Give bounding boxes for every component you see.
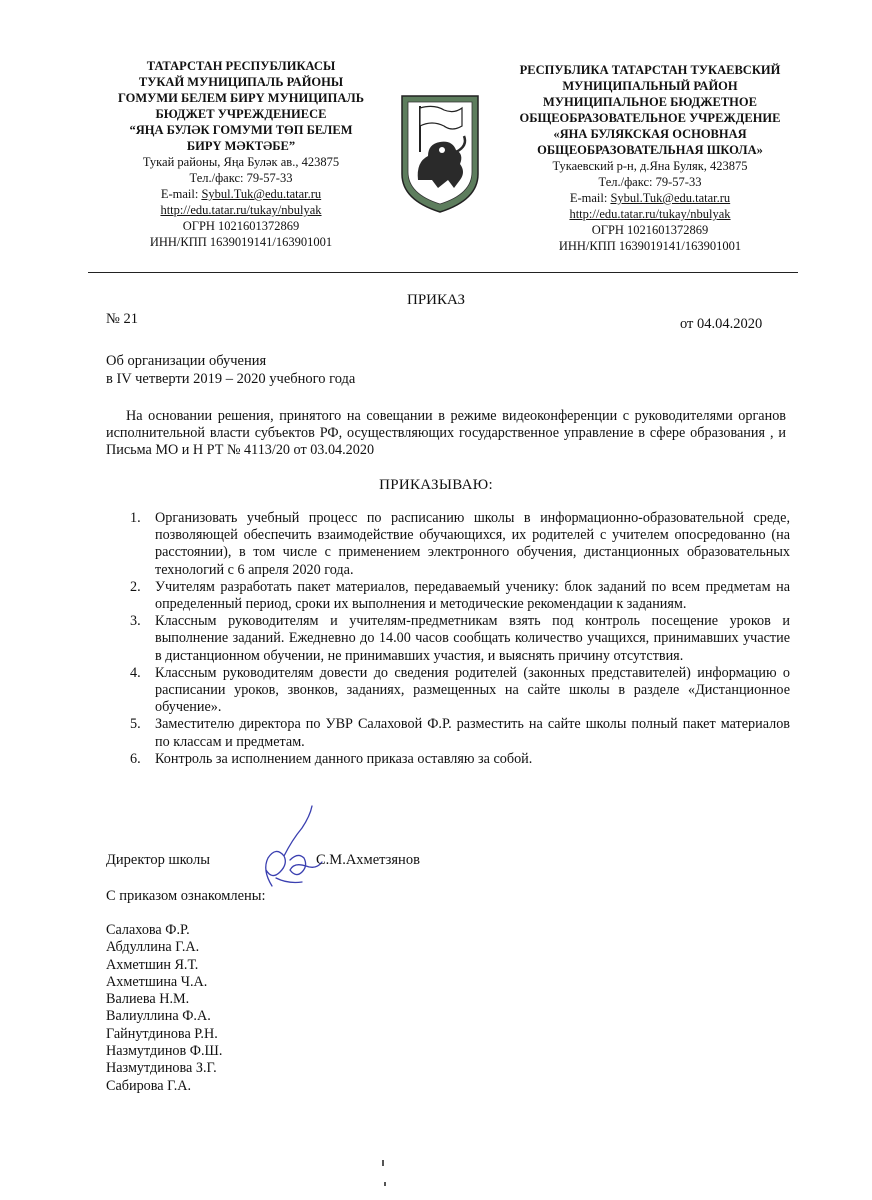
order-item bbox=[120, 579, 790, 613]
order-item-text: Классным руководителям и учителям-предметникам взять под контроль посещение уроков и выполнение заданий. Ежедневно до 14.00 часов сообщать количество учащихся, принимавших участие в дистанционном обучении, не принимавших участия, и выяснять причину отсутствия. bbox=[155, 613, 790, 664]
header-left-line: БЮДЖЕТ УЧРЕЖДЕНИЕСЕ bbox=[155, 107, 327, 121]
header-left-line: ГОМУМИ БЕЛЕМ БИРҮ МУНИЦИПАЛЬ bbox=[118, 91, 364, 105]
order-basis-paragraph: На основании решения, принятого на совещании в режиме видеоконференции с руководителями органов исполнительной власти субъектов РФ, осуществляющих государственное управление в сфере образования , и Письма МО и Н РТ № 4113/20 от 03.04.2020 bbox=[106, 408, 786, 458]
header-right-phone: Тел./факс: 79-57-33 bbox=[598, 175, 702, 189]
order-item-text: Учителям разработать пакет материалов, передаваемый ученику: блок заданий по всем предметам на определенный период, сроки их выполнения и методические рекомендации к заданиям. bbox=[155, 578, 790, 613]
header-right-email-link[interactable]: Sybul.Tuk@edu.tatar.ru bbox=[610, 191, 731, 205]
order-item bbox=[120, 665, 790, 717]
header-right-line: МУНИЦИПАЛЬНЫЙ РАЙОН bbox=[562, 79, 738, 93]
order-subject bbox=[106, 352, 355, 388]
header-left-email-line bbox=[96, 186, 386, 202]
list-item: Салахова Ф.Р. bbox=[106, 922, 190, 938]
order-item-number: 1. bbox=[130, 510, 141, 526]
header-right-line: ОБЩЕОБРАЗОВАТЕЛЬНАЯ ШКОЛА» bbox=[537, 143, 763, 157]
order-item-text: Контроль за исполнением данного приказа оставляю за собой. bbox=[155, 750, 533, 767]
header-right-line: РЕСПУБЛИКА ТАТАРСТАН ТУКАЕВСКИЙ bbox=[519, 63, 781, 77]
list-item: Ахметшина Ч.А. bbox=[106, 973, 208, 990]
header-divider bbox=[88, 272, 798, 273]
subject-line: в IV четверти 2019 – 2020 учебного года bbox=[106, 371, 356, 387]
header-right-line: ОБЩЕОБРАЗОВАТЕЛЬНОЕ УЧРЕЖДЕНИЕ bbox=[519, 111, 781, 125]
header-left-line: ТУКАЙ МУНИЦИПАЛЬ РАЙОНЫ bbox=[138, 75, 344, 89]
coat-of-arms-emblem bbox=[398, 92, 482, 216]
list-item: Абдуллина Г.А. bbox=[106, 939, 200, 956]
director-name: С.М.Ахметзянов bbox=[316, 852, 420, 868]
order-item-text: Организовать учебный процесс по расписанию школы в информационно-образовательной среде, позволяющей обеспечить взаимодействие обучающихся, их родителей с учителем опосредованно (на расстоянии), в том числе с применением электронного обучения, дистанционных образовательных технологий с 6 апреля 2020 года. bbox=[155, 510, 790, 578]
email-prefix: E-mail: bbox=[569, 191, 611, 205]
header-right-line: МУНИЦИПАЛЬНОЕ БЮДЖЕТНОЕ bbox=[543, 95, 757, 109]
list-item: Назмутдинова З.Г. bbox=[106, 1060, 217, 1077]
order-item bbox=[120, 510, 790, 579]
order-number: № 21 bbox=[106, 311, 138, 327]
order-item-text: Заместителю директора по УВР Салаховой Ф.Р. разместить на сайте школы полный пакет материалов по классам и предметам. bbox=[155, 716, 790, 750]
subject-line: Об организации обучения bbox=[106, 353, 267, 369]
header-left-url-link[interactable]: http://edu.tatar.ru/tukay/nbulyak bbox=[160, 203, 322, 217]
header-right-url-link[interactable]: http://edu.tatar.ru/tukay/nbulyak bbox=[569, 207, 731, 221]
header-right-email-line bbox=[500, 190, 800, 206]
header-right-ogrn: ОГРН 1021601372869 bbox=[591, 223, 709, 237]
header-right-inn: ИНН/КПП 1639019141/163901001 bbox=[558, 239, 742, 253]
order-item-number: 2. bbox=[130, 578, 141, 595]
order-item-text: Классным руководителям довести до сведения родителей (законных представителей) информацию о расписании уроков, звонков, заданиях, размещенных на сайте школы в разделе «Дистанционное обучение». bbox=[155, 664, 790, 716]
director-signature bbox=[232, 800, 342, 896]
header-right bbox=[500, 62, 800, 254]
header-left-inn: ИНН/КПП 1639019141/163901001 bbox=[149, 235, 333, 249]
order-heading: ПРИКАЗЫВАЮ: bbox=[379, 477, 493, 493]
director-label: Директор школы bbox=[106, 852, 210, 868]
order-items-list bbox=[120, 510, 790, 768]
header-left-line: “ЯҢА БУЛӘК ГОМУМИ ТӨП БЕЛЕМ bbox=[129, 123, 353, 137]
header-left-ogrn: ОГРН 1021601372869 bbox=[182, 219, 300, 233]
scan-speck bbox=[382, 1160, 384, 1166]
order-item bbox=[120, 613, 790, 665]
order-date: от 04.04.2020 bbox=[680, 316, 763, 332]
header-left-address: Тукай районы, Яңа Буләк ав., 423875 bbox=[142, 155, 340, 169]
acknowledged-names-list bbox=[106, 922, 222, 1095]
header-left bbox=[96, 58, 386, 250]
header-left-email-link[interactable]: Sybul.Tuk@edu.tatar.ru bbox=[201, 187, 322, 201]
list-item: Сабирова Г.А. bbox=[106, 1077, 192, 1094]
order-item bbox=[120, 751, 790, 768]
header-right-address: Тукаевский р-н, д.Яна Буляк, 423875 bbox=[552, 159, 748, 173]
acknowledged-label: С приказом ознакомлены: bbox=[106, 888, 266, 904]
header-left-line: ТАТАРСТАН РЕСПУБЛИКАСЫ bbox=[146, 59, 336, 73]
header-right-line: «ЯНА БУЛЯКСКАЯ ОСНОВНАЯ bbox=[553, 127, 747, 141]
list-item: Гайнутдинова Р.Н. bbox=[106, 1025, 218, 1042]
order-item bbox=[120, 716, 790, 750]
email-prefix: E-mail: bbox=[160, 187, 202, 201]
list-item: Валиуллина Ф.А. bbox=[106, 1008, 211, 1025]
document-title: ПРИКАЗ bbox=[407, 292, 465, 308]
list-item: Ахметшин Я.Т. bbox=[106, 956, 199, 973]
list-item: Валиева Н.М. bbox=[106, 991, 190, 1008]
header-left-phone: Тел./факс: 79-57-33 bbox=[189, 171, 293, 185]
order-item-number: 3. bbox=[130, 613, 141, 630]
list-item: Назмутдинов Ф.Ш. bbox=[106, 1043, 223, 1060]
order-item-number: 6. bbox=[130, 750, 141, 767]
scan-speck bbox=[384, 1182, 386, 1186]
order-item-number: 5. bbox=[130, 716, 141, 733]
header-left-line: БИРҮ МӘКТӘБЕ” bbox=[186, 139, 296, 153]
order-item-number: 4. bbox=[130, 664, 141, 681]
